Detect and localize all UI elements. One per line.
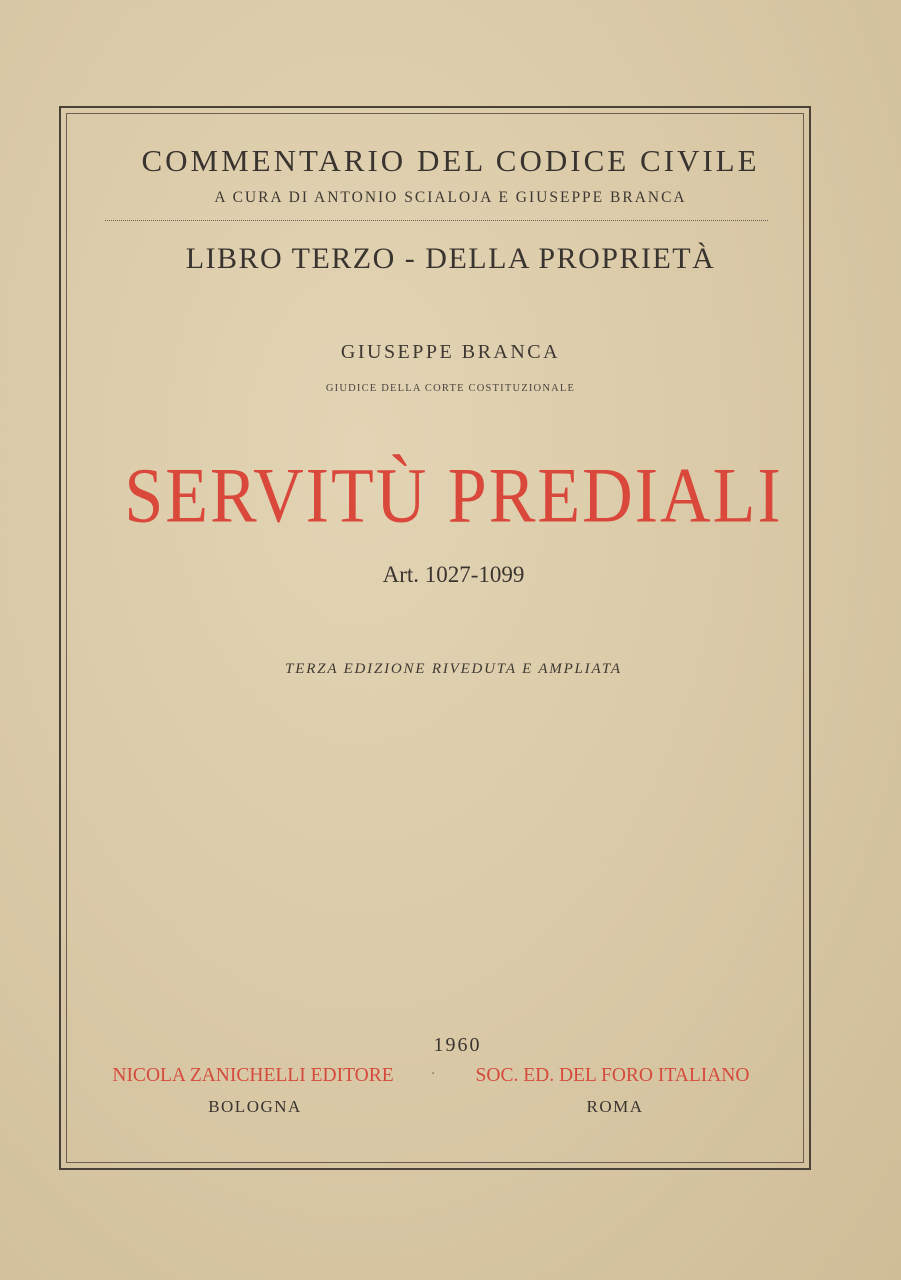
series-title: COMMENTARIO DEL CODICE CIVILE [141,143,760,178]
work-edition: TERZA EDIZIONE RIVEDUTA E AMPLIATA [285,661,622,677]
book-part: LIBRO TERZO - DELLA PROPRIETÀ [185,242,716,275]
author-role: GIUDICE DELLA CORTE COSTITUZIONALE [325,383,576,394]
city-right: ROMA [586,1097,644,1116]
publisher-right: SOC. ED. DEL FORO ITALIANO [475,1065,750,1086]
work-title: SERVITÙ PREDIALI [124,453,783,540]
work-articles: Art. 1027-1099 [382,562,525,587]
author-name: GIUSEPPE BRANCA [340,341,561,363]
divider-rule [105,220,768,221]
publisher-left: NICOLA ZANICHELLI EDITORE [112,1065,394,1086]
series-editors: A CURA DI ANTONIO SCIALOJA E GIUSEPPE BRANCA [214,189,687,206]
publisher-separator: · [431,1066,436,1082]
city-left: BOLOGNA [208,1097,302,1116]
publication-year: 1960 [433,1034,482,1056]
